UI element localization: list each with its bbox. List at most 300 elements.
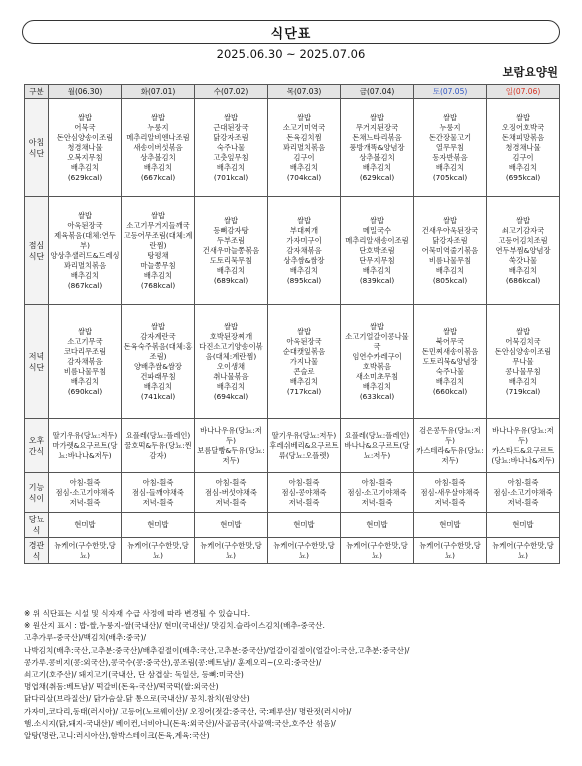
menu-item: 열무무침 (435, 142, 465, 152)
menu-row-afternoon-snack (25, 419, 560, 473)
menu-cell (487, 419, 560, 473)
menu-item: (839kcal) (359, 275, 395, 285)
menu-cell (122, 473, 195, 513)
menu-item: 오이생채 (216, 361, 246, 371)
menu-item: 배추김치 (508, 265, 538, 275)
menu-cell (195, 305, 268, 419)
menu-item: 감자채볶음 (286, 245, 322, 255)
menu-item: 뉴케어(구수한맛,당뇨) (419, 540, 481, 560)
menu-item: 도토리묵&양념장 (422, 356, 478, 366)
day-header-sat (414, 85, 487, 99)
day-label: 월(06.30) (67, 86, 103, 96)
menu-item: 건새우아욱된장국 (421, 225, 479, 235)
page-title-box (22, 20, 560, 44)
menu-item: 어묵미역줄기볶음 (421, 245, 479, 255)
menu-cell (49, 419, 122, 473)
menu-item: 순대캣잎볶음 (282, 346, 326, 356)
row-label-line: 당뇨 (28, 515, 45, 524)
menu-item: 꿀호떡&두유(당뇨:찐감자) (124, 440, 192, 460)
menu-item: 아침-흰죽 (215, 477, 247, 487)
note-line: 나박김치(배추:국산,고추분:중국산)/배추겉절이(배추:국산,고추분:중국산)/얼갈이겉절이(얼갈이:국산,고추분:중국산)/ (24, 645, 410, 655)
menu-cell (341, 473, 414, 513)
menu-item: 풍방개똑&양념장 (349, 142, 405, 152)
note-line: 쇠고기(호주산)/ 돼지고기(국내산, 단 삼겹살: 독일산, 등뼈:미국산) (24, 670, 244, 680)
note-line: 햄.소시지(닭,돼지-국내산)/ 베이컨,너비아니(돈육:외국산)/사골곰국(사골액:국산,호주산 섞음)/ (24, 718, 336, 728)
menu-cell (341, 419, 414, 473)
day-header-thu (268, 85, 341, 99)
menu-cell (122, 197, 195, 305)
menu-item: 상추볼김치 (140, 152, 176, 162)
menu-item: 쌀밥 (150, 210, 166, 220)
notes-section (24, 608, 564, 742)
menu-item: 보름달빵&두유(당뇨:저두) (197, 445, 265, 465)
menu-item: 배추김치 (143, 270, 173, 280)
row-label (25, 513, 49, 538)
menu-item: (633kcal) (359, 391, 395, 401)
menu-item: 쌀밥 (369, 321, 385, 331)
menu-item: 임연수카레구이 (352, 351, 402, 361)
menu-item: 비름나물무침 (428, 255, 472, 265)
menu-cell (195, 538, 268, 564)
menu-row-breakfast (25, 99, 560, 197)
menu-item: (695kcal) (505, 172, 541, 182)
menu-cell (49, 473, 122, 513)
menu-item: 도토리묵무침 (209, 255, 253, 265)
menu-item: 배추김치 (216, 162, 246, 172)
menu-item: 쑥갓나물 (508, 255, 538, 265)
menu-cell (122, 538, 195, 564)
menu-item: 점심-버섯야채죽 (205, 487, 257, 497)
menu-item: 저녁-흰죽 (434, 497, 466, 507)
menu-cell (487, 197, 560, 305)
menu-item: 건새우마늘쫑볶음 (202, 245, 260, 255)
menu-item: 제육볶음(대체:연두부) (54, 230, 116, 250)
menu-cell (341, 99, 414, 197)
menu-item: 쌀밥 (77, 326, 93, 336)
menu-item: 현미밥 (74, 520, 96, 529)
menu-item: (717kcal) (286, 386, 322, 396)
menu-item: 요플레(당뇨:플레인) (344, 430, 410, 440)
menu-cell (268, 419, 341, 473)
menu-item: 메밀국수 (362, 225, 392, 235)
day-label: 화(07.01) (140, 86, 176, 96)
menu-item: 딸기우유(당뇨:저두) (271, 430, 337, 440)
menu-item: 감자채볶음 (67, 356, 103, 366)
day-header-sun (487, 85, 560, 99)
menu-item: 배추김치 (216, 381, 246, 391)
menu-item: 누룽지 (439, 122, 461, 132)
menu-item: 쌀밥 (442, 215, 458, 225)
menu-item: 돈채느타리볶음 (352, 132, 402, 142)
menu-item: 단무지무침 (359, 255, 395, 265)
menu-item: 코다리무조림 (63, 346, 107, 356)
menu-item: (805kcal) (432, 275, 468, 285)
row-label (25, 473, 49, 513)
menu-item: 배추김치 (289, 162, 319, 172)
menu-item: 점심-콩야채죽 (281, 487, 327, 497)
menu-item: 바나나&요구르트(당뇨:저두) (344, 440, 410, 460)
note-line: 콩가루.콩비지(콩:외국산),콩국수(콩:중국산),콩조림(콩:베트남)/ 훈제오리~(오리:중국산)/ (24, 657, 322, 667)
menu-item: 연두부찜&양념장 (495, 245, 551, 255)
menu-item: 배추김치 (362, 265, 392, 275)
note-line: 알탕(명란,고니:러시아산),함박스테이크(돈육,계육:국산) (24, 731, 210, 741)
menu-item: (704kcal) (286, 172, 322, 182)
menu-item: 돈간장물고기 (428, 132, 472, 142)
menu-item: 아침-흰죽 (361, 477, 393, 487)
menu-item: 양상추샐러드&드레싱 (50, 250, 120, 260)
menu-item: 점심-소고기야채죽 (347, 487, 407, 497)
menu-cell (268, 99, 341, 197)
menu-item: 호박된장찌개 (209, 331, 253, 341)
note-line: 가자미,코다리,동태(러시아)/ 고등어(노르웨이산)/ 오징어(젓갈:중국산, 국:페루산)/ 명란젓(러시아)/ (24, 706, 352, 716)
menu-item: 고춧잎무침 (213, 152, 249, 162)
menu-item: 카스테라&두유(당뇨:저두) (416, 445, 484, 465)
menu-item: 돈채피망볶음 (501, 132, 545, 142)
menu-item: 배추김치 (289, 376, 319, 386)
organization-name: 보람요양원 (502, 65, 558, 79)
menu-item: 취나물볶음 (213, 371, 249, 381)
menu-item: (686kcal) (505, 275, 541, 285)
menu-cell (122, 419, 195, 473)
menu-item: 배추김치 (508, 376, 538, 386)
menu-cell (341, 197, 414, 305)
menu-item: (719kcal) (505, 386, 541, 396)
menu-item: 아침-흰죽 (507, 477, 539, 487)
menu-cell (341, 538, 414, 564)
menu-item: 아욱된장국 (67, 220, 103, 230)
menu-item: 새소미초무침 (355, 371, 399, 381)
menu-item: 근대된장국 (213, 122, 249, 132)
menu-item: 돈육숙주볶음(대체:홍조림) (123, 341, 193, 361)
row-label-line: 식단 (28, 251, 45, 261)
day-label: 일(07.06) (505, 86, 541, 96)
menu-item: (741kcal) (140, 391, 176, 401)
corner-cell: 구분 (25, 85, 49, 99)
menu-item: 현미밥 (512, 520, 534, 529)
row-label (25, 305, 49, 419)
row-label-line: 식이 (28, 493, 45, 503)
menu-cell (414, 473, 487, 513)
menu-item: (705kcal) (432, 172, 468, 182)
menu-cell (49, 538, 122, 564)
menu-item: 쌀밥 (77, 112, 93, 122)
day-header-row (25, 85, 560, 99)
day-label: 목(07.03) (286, 86, 322, 96)
menu-cell (268, 538, 341, 564)
menu-item: 아침-흰죽 (142, 477, 174, 487)
menu-item: 감자계란국 (140, 331, 176, 341)
menu-item: 점심-들깨야채죽 (132, 487, 184, 497)
menu-item: 저녁-흰죽 (215, 497, 247, 507)
menu-item: 아침-흰죽 (434, 477, 466, 487)
menu-cell (195, 197, 268, 305)
menu-item: 쌀밥 (150, 321, 166, 331)
menu-item: 김구이 (512, 152, 534, 162)
menu-period: 2025.06.30 ~ 2025.07.06 (216, 47, 366, 61)
menu-item: 고등어무조림(대체:계란찜) (123, 230, 193, 250)
row-label-line: 식 (32, 526, 41, 535)
menu-item: 돈안심양송이조림 (494, 346, 552, 356)
menu-item: 배추김치 (435, 376, 465, 386)
menu-item: 비름나물무침 (63, 366, 107, 376)
menu-cell (268, 197, 341, 305)
menu-item: 마늘쫑무침 (140, 260, 176, 270)
menu-item: 동자반볶음 (432, 152, 468, 162)
menu-item: 메추리알새송이조림 (345, 235, 409, 245)
row-label-line: 경관 (28, 540, 45, 550)
menu-cell (49, 513, 122, 538)
menu-cell (341, 513, 414, 538)
menu-item: 쌀밥 (369, 112, 385, 122)
menu-item: 카스타드&요구르트(당뇨:바나나&저두) (491, 445, 555, 465)
menu-item: 배추김치 (216, 265, 246, 275)
row-label (25, 99, 49, 197)
row-label-line: 오후 (28, 435, 45, 445)
menu-item: 돈민찌새송이볶음 (421, 346, 479, 356)
menu-item: (867kcal) (67, 280, 103, 290)
menu-item: 점심-소고기야채죽 (493, 487, 553, 497)
menu-item: 메추리알비엔나조림 (126, 132, 190, 142)
row-label (25, 419, 49, 473)
menu-item: 가자미구이 (286, 235, 322, 245)
menu-item: 아침-흰죽 (69, 477, 101, 487)
menu-item: 쌀밥 (296, 112, 312, 122)
menu-item: 바나나우유(당뇨:저두) (492, 425, 554, 445)
menu-item: 현미밥 (147, 520, 169, 529)
menu-item: 등뼈감자탕 (213, 225, 249, 235)
menu-item: 현미밥 (293, 520, 315, 529)
note-line: ※ 위 식단표는 시설 및 식자재 수급 사정에 따라 변경될 수 있습니다. (24, 609, 251, 618)
menu-item: 현미밥 (366, 520, 388, 529)
menu-cell (414, 419, 487, 473)
menu-item: 두부조림 (216, 235, 246, 245)
menu-item: 아침-흰죽 (288, 477, 320, 487)
row-label-line: 식단 (28, 148, 45, 158)
menu-item: 고등어김치조림 (498, 235, 548, 245)
menu-cell (414, 197, 487, 305)
menu-item: 어묵국 (74, 122, 96, 132)
row-label (25, 538, 49, 564)
menu-item: (667kcal) (140, 172, 176, 182)
menu-cell (487, 538, 560, 564)
menu-item: 쌀밥 (442, 112, 458, 122)
menu-item: 꽈리멸치볶음 (282, 142, 326, 152)
menu-item: 돈안심양송이조림 (56, 132, 114, 142)
menu-cell (268, 513, 341, 538)
menu-item: 무거지된장국 (355, 122, 399, 132)
menu-item: 쌀밥 (369, 215, 385, 225)
menu-item: (660kcal) (432, 386, 468, 396)
menu-item: 배추김치 (362, 381, 392, 391)
menu-cell (414, 99, 487, 197)
menu-item: 김구이 (293, 152, 315, 162)
menu-cell (122, 305, 195, 419)
menu-item: 현미밥 (220, 520, 242, 529)
note-line: 고추가루-중국산)/백김치(배추:중국)/ (24, 633, 146, 643)
menu-cell (49, 197, 122, 305)
menu-item: 누룽지 (147, 122, 169, 132)
row-label-line: 아침 (28, 137, 45, 147)
menu-cell (49, 305, 122, 419)
row-label-line: 간식 (28, 446, 45, 456)
day-header-mon (49, 85, 122, 99)
menu-item: (701kcal) (213, 172, 249, 182)
menu-item: 배추김치 (362, 162, 392, 172)
menu-item: 배추김치 (143, 381, 173, 391)
menu-row-functional-diet (25, 473, 560, 513)
menu-item: 쌀밥 (77, 210, 93, 220)
menu-item: 소고기무국 (67, 336, 103, 346)
row-label-line: 식 (32, 551, 41, 561)
menu-cell (414, 538, 487, 564)
menu-cell (487, 473, 560, 513)
menu-item: 배추김치 (70, 270, 100, 280)
menu-item: 저녁-흰죽 (507, 497, 539, 507)
menu-item: 뉴케어(구수한맛,당뇨) (273, 540, 335, 560)
menu-item: 쌀밥 (296, 326, 312, 336)
menu-item: 배추김치 (70, 162, 100, 172)
menu-item: 요플레(당뇨:플레인) (125, 430, 191, 440)
menu-item: 콩나물무침 (505, 366, 541, 376)
menu-item: 소고기미역국 (282, 122, 326, 132)
menu-item: 뉴케어(구수한맛,당뇨) (492, 540, 554, 560)
menu-cell (487, 305, 560, 419)
menu-row-lunch (25, 197, 560, 305)
menu-cell (487, 513, 560, 538)
menu-cell (268, 305, 341, 419)
menu-item: 오징어호박국 (501, 122, 545, 132)
menu-item: 아욱된장국 (286, 336, 322, 346)
menu-item: 북어무국 (435, 336, 465, 346)
menu-item: 현미밥 (439, 520, 461, 529)
menu-item: (768kcal) (140, 280, 176, 290)
menu-item: 오복지무침 (67, 152, 103, 162)
menu-item: (694kcal) (213, 391, 249, 401)
row-label-line: 점심 (28, 240, 45, 250)
menu-item: 쌀밥 (515, 326, 531, 336)
menu-item: 숙주나물 (435, 366, 465, 376)
menu-cell (414, 305, 487, 419)
menu-cell (195, 419, 268, 473)
day-header-wed (195, 85, 268, 99)
menu-item: 저녁-흰죽 (142, 497, 174, 507)
menu-cell (414, 513, 487, 538)
menu-row-tube-feeding (25, 538, 560, 564)
menu-item: 바나나우유(당뇨:저두) (200, 425, 262, 445)
menu-body (25, 99, 560, 564)
menu-item: 마가렛&요구르트(당뇨:바나나&저두) (52, 440, 118, 460)
row-label-line: 식단 (28, 362, 45, 372)
menu-item: 숙주나물 (216, 142, 246, 152)
menu-item: 무나물 (512, 356, 534, 366)
menu-item: (629kcal) (67, 172, 103, 182)
menu-cell (341, 305, 414, 419)
menu-item: 돈육김치찜 (286, 132, 322, 142)
menu-item: 새송이버섯볶음 (133, 142, 183, 152)
menu-item: 뉴케어(구수한맛,당뇨) (346, 540, 408, 560)
day-label: 금(07.04) (359, 86, 395, 96)
menu-cell (49, 99, 122, 197)
menu-cell (122, 99, 195, 197)
menu-item: 쌀밥 (296, 215, 312, 225)
menu-item: (690kcal) (67, 386, 103, 396)
weekly-menu-table (24, 84, 560, 564)
menu-item: 쌀밥 (223, 321, 239, 331)
menu-item: 쌀밥 (515, 215, 531, 225)
menu-item: 탕평채 (147, 250, 169, 260)
menu-item: (895kcal) (286, 275, 322, 285)
menu-item: 쌀밥 (442, 326, 458, 336)
menu-cell (122, 513, 195, 538)
menu-item: (689kcal) (213, 275, 249, 285)
menu-item: 단호박조림 (359, 245, 395, 255)
menu-item: 배추김치 (289, 265, 319, 275)
menu-item: 닭강자조림 (213, 132, 249, 142)
menu-row-diabetic-diet (25, 513, 560, 538)
menu-cell (195, 99, 268, 197)
day-header-tue (122, 85, 195, 99)
menu-item: 쌀밥 (223, 112, 239, 122)
day-header-fri (341, 85, 414, 99)
menu-item: 상추볼김치 (359, 152, 395, 162)
page-title: 식단표 (270, 26, 312, 42)
note-line: 닭다리살(브라질산)/ 닭가슴살.닭 통으로(국내산)/ 꽁치.참치(원양산) (24, 694, 250, 704)
row-label-line: 기능 (28, 482, 45, 492)
menu-item: 딸기우유(당뇨:저두) (52, 430, 118, 440)
menu-cell (195, 513, 268, 538)
menu-item: 다진소고기양송이볶음(대체:계란찜) (199, 341, 263, 361)
menu-row-dinner (25, 305, 560, 419)
menu-item: 상추쌈&쌈장 (283, 255, 325, 265)
menu-item: 배추김치 (143, 162, 173, 172)
menu-item: 어묵김치국 (505, 336, 541, 346)
menu-item: 양배추쌈&쌈장 (134, 361, 182, 371)
day-label: 토(07.05) (432, 86, 468, 96)
day-label: 수(07.02) (213, 86, 249, 96)
menu-item: 뉴케어(구수한맛,당뇨) (200, 540, 262, 560)
menu-item: 저녁-흰죽 (361, 497, 393, 507)
menu-item: 배추김치 (70, 376, 100, 386)
menu-item: 건파래무침 (140, 371, 176, 381)
row-label (25, 197, 49, 305)
menu-cell (268, 473, 341, 513)
menu-item: 호박볶음 (362, 361, 392, 371)
note-line: ※ 원산지 표시 : 밥-쌀,누룽지-쌀(국내산)/ 현미(국내산)/ 맛김치.슬라이스김치(배추-중국산. (24, 621, 325, 631)
menu-cell (195, 473, 268, 513)
menu-item: 부대찌개 (289, 225, 319, 235)
menu-item: 뉴케어(구수한맛,당뇨) (127, 540, 189, 560)
menu-item: 쇠고기감자국 (501, 225, 545, 235)
menu-item: 청경채나물 (505, 142, 541, 152)
menu-item: 검은콩두유(당뇨:저두) (419, 425, 481, 445)
menu-item: 쌀밥 (223, 215, 239, 225)
menu-cell (487, 99, 560, 197)
menu-item: 뉴케어(구수한맛,당뇨) (54, 540, 116, 560)
menu-item: 콘슬로 (293, 366, 315, 376)
row-label-line: 저녁 (28, 351, 45, 361)
menu-item: (629kcal) (359, 172, 395, 182)
menu-item: 쌀밥 (515, 112, 531, 122)
menu-item: 저녁-흰죽 (288, 497, 320, 507)
menu-item: 후레쉬베리&요구르트류(당뇨:오플렛) (269, 440, 339, 460)
menu-item: 배추김치 (435, 162, 465, 172)
menu-item: 소고기얼갈이콩나물국 (345, 331, 409, 351)
menu-item: 점심-새우살야채죽 (420, 487, 480, 497)
menu-item: 소고기무거지들깨국 (126, 220, 190, 230)
menu-item: 쌀밥 (150, 112, 166, 122)
menu-item: 배추김치 (508, 162, 538, 172)
menu-item: 닭강자조림 (432, 235, 468, 245)
